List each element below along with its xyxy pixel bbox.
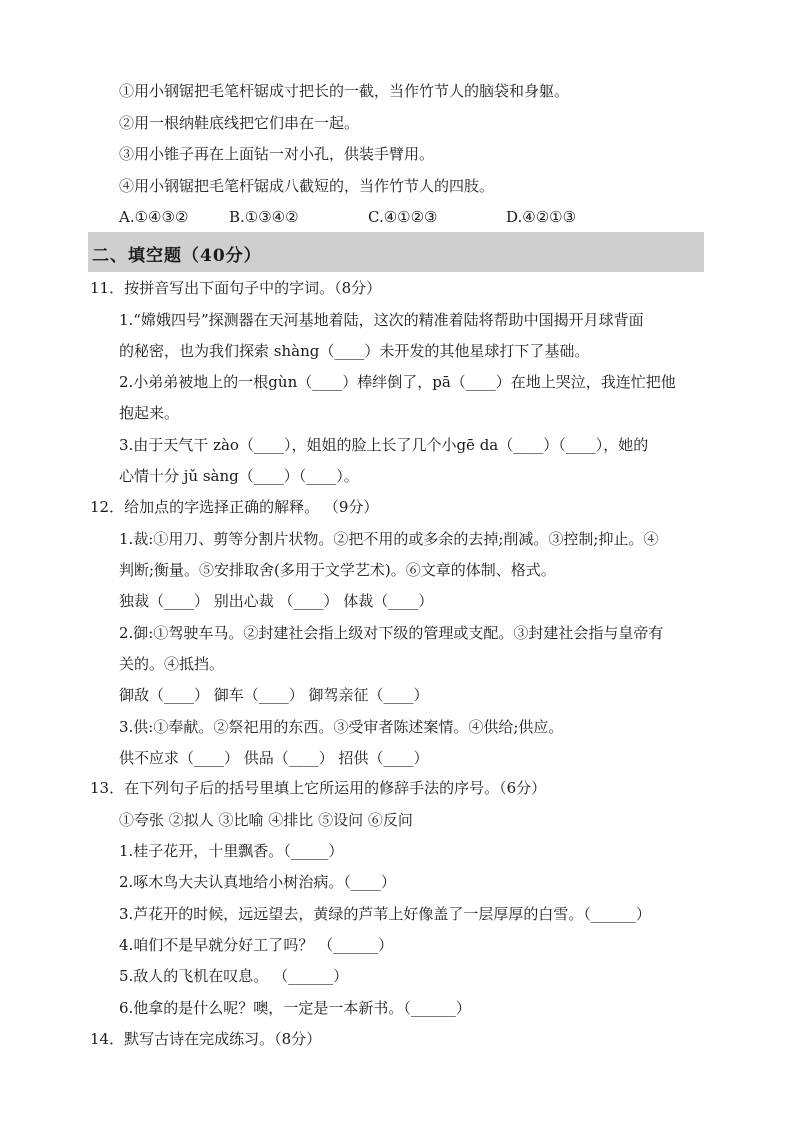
q11-line: 2.小弟弟被地上的一根gùn（____）棒绊倒了，pā（____）在地上哭泣，我连忙把他: [119, 373, 676, 391]
answer-choices: [119, 206, 576, 228]
step-4: ④用小钢锯把毛笔杆锯成八截短的，当作竹节人的四肢。: [119, 177, 495, 195]
step-3: ③用小锥子再在上面钻一对小孔，供装手臂用。: [119, 145, 435, 163]
q13-line: 2.啄木鸟大夫认真地给小树治病。（____）: [119, 873, 396, 891]
choice-b: B.①③④②: [229, 208, 299, 226]
step-1: ①用小钢锯把毛笔杆锯成寸把长的一截，当作竹节人的脑袋和身躯。: [119, 82, 570, 100]
q11-line: 的秘密，也为我们探索 shàng（____）未开发的其他星球打下了基础。: [119, 342, 590, 360]
q13-line: 4.咱们不是早就分好工了吗？ （______）: [119, 936, 394, 954]
q12-line: 独裁（____） 别出心裁 （____） 体裁（____）: [119, 592, 434, 610]
q12-line: 御敌（____） 御车（____） 御驾亲征（____）: [119, 686, 429, 704]
q11-title: 11．按拼音写出下面句子中的字词。（8分）: [90, 279, 382, 297]
q12-line: 2.御:①驾驶车马。②封建社会指上级对下级的管理或支配。③封建社会指与皇帝有: [119, 624, 664, 642]
q12-title: 12．给加点的字选择正确的解释。 （9分）: [90, 498, 379, 516]
q12-line: 判断;衡量。⑤安排取舍(多用于文学艺术)。⑥文章的体制、格式。: [119, 561, 556, 579]
q13-line: 6.他拿的是什么呢？噢，一定是一本新书。（______）: [119, 999, 471, 1017]
section-title: 二、填空题（40分）: [92, 246, 262, 266]
choice-a: A.①④③②: [119, 208, 189, 226]
q12-line: 1.裁:①用刀、剪等分割片状物。②把不用的或多余的去掉;削减。③控制;抑止。④: [119, 530, 659, 548]
choice-c: C.④①②③: [368, 208, 438, 226]
choice-d: D.④②①③: [506, 208, 577, 226]
q13-title: 13．在下列句子后的括号里填上它所运用的修辞手法的序号。（6分）: [90, 779, 547, 797]
step-2: ②用一根纳鞋底线把它们串在一起。: [119, 114, 360, 132]
q11-line: 心情十分 jǔ sàng（____）（____）。: [119, 467, 359, 485]
q12-line: 3.供:①奉献。②祭祀用的东西。③受审者陈述案情。④供给;供应。: [119, 718, 564, 736]
q14-title: 14．默写古诗在完成练习。（8分）: [90, 1030, 322, 1048]
q11-line: 抱起来。: [119, 404, 180, 422]
q13-line: 5.敌人的飞机在叹息。 （______）: [119, 967, 349, 985]
q13-line: ①夸张 ②拟人 ③比喻 ④排比 ⑤设问 ⑥反问: [119, 811, 413, 829]
q11-line: 1.“嫦娥四号”探测器在天河基地着陆，这次的精准着陆将帮助中国揭开月球背面: [119, 311, 644, 329]
q12-line: 供不应求（____） 供品（____） 招供（____）: [119, 749, 429, 767]
q12-line: 关的。④抵挡。: [119, 655, 225, 673]
q13-line: 1.桂子花开，十里飘香。（_____）: [119, 842, 344, 860]
q11-line: 3.由于天气干 zào（____），姐姐的脸上长了几个小gē da（____）（____），她的: [119, 436, 649, 454]
q13-line: 3.芦花开的时候，远远望去，黄绿的芦苇上好像盖了一层厚厚的白雪。（______）: [119, 905, 651, 923]
section-header: [88, 232, 704, 272]
